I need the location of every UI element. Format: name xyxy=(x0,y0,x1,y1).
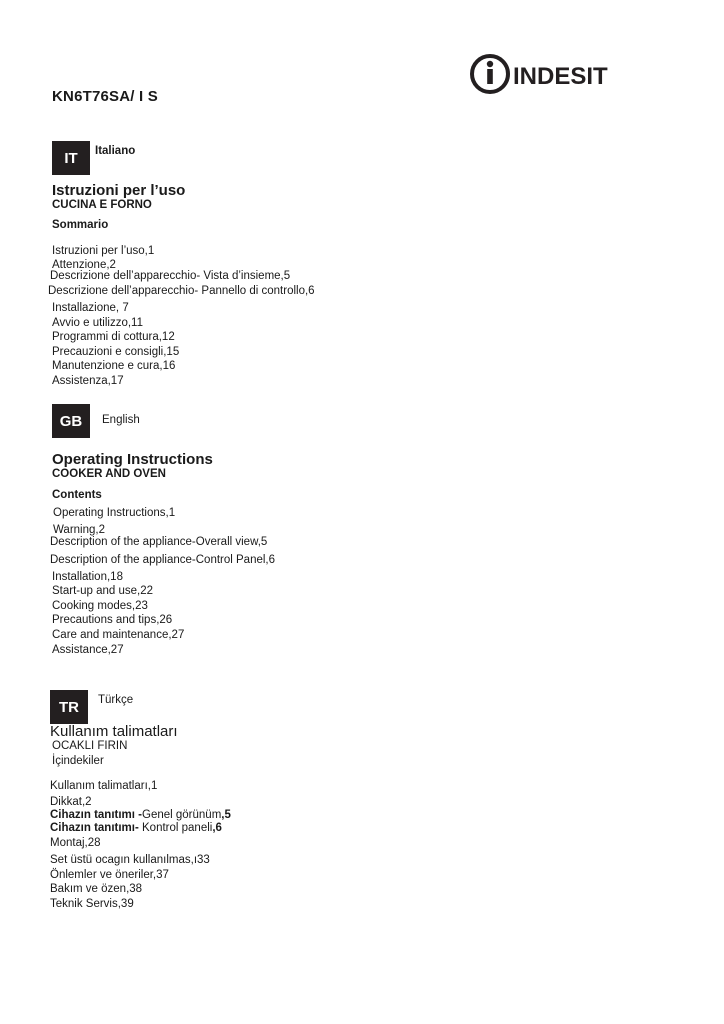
badge-tr: TR xyxy=(50,690,88,724)
toc-item-tr: Set üstü ocagın kullanılmas,ı33 xyxy=(50,854,210,866)
toc-item-gb: Installation,18 xyxy=(52,571,123,583)
toc-item-it: Descrizione dell’apparecchio- Vista d’insieme,5 xyxy=(50,270,291,282)
toc-item-gb: Precautions and tips,26 xyxy=(52,614,173,626)
toc-item-tr: Dikkat,2 xyxy=(50,796,92,808)
toc-item-tr: Cihazın tanıtımı -Genel görünüm,5 xyxy=(50,809,231,821)
toc-item-gb: Description of the appliance-Overall view,5 xyxy=(50,536,268,548)
title-it: Istruzioni per l’uso xyxy=(52,182,186,199)
toc-item-tr: Cihazın tanıtımı- Kontrol paneli,6 xyxy=(50,822,222,834)
contents-heading-gb: Contents xyxy=(52,489,102,501)
toc-item-it: Istruzioni per l’uso,1 xyxy=(52,245,155,257)
title-tr: Kullanım talimatları xyxy=(50,723,178,740)
toc-item-gb: Description of the appliance-Control Panel,6 xyxy=(50,554,276,566)
contents-heading-tr: İçindekiler xyxy=(52,755,104,767)
toc-item-it: Attenzione,2 xyxy=(52,259,116,271)
logo-text: INDESIT xyxy=(513,63,608,90)
toc-item-it: Manutenzione e cura,16 xyxy=(52,360,176,372)
subtitle-gb: COOKER AND OVEN xyxy=(52,468,166,480)
toc-item-it: Precauzioni e consigli,15 xyxy=(52,346,180,358)
toc-item-tr: Kullanım talimatları,1 xyxy=(50,780,158,792)
toc-item-it: Installazione, 7 xyxy=(52,302,129,314)
toc-item-gb: Start-up and use,22 xyxy=(52,585,154,597)
badge-it: IT xyxy=(52,141,90,175)
toc-item-it: Programmi di cottura,12 xyxy=(52,331,175,343)
toc-item-gb: Assistance,27 xyxy=(52,644,124,656)
toc-item-gb: Care and maintenance,27 xyxy=(52,629,185,641)
indesit-logo xyxy=(468,52,624,96)
toc-item-tr: Bakım ve özen,38 xyxy=(50,883,143,895)
toc-item-tr: Önlemler ve öneriler,37 xyxy=(50,869,169,881)
toc-item-gb: Warning,2 xyxy=(53,524,105,536)
language-it: Italiano xyxy=(95,145,136,157)
language-gb: English xyxy=(102,414,140,426)
subtitle-it: CUCINA E FORNO xyxy=(52,199,152,211)
model-number: KN6T76SA/ I S xyxy=(52,88,158,105)
contents-heading-it: Sommario xyxy=(52,219,109,231)
toc-item-it: Assistenza,17 xyxy=(52,375,124,387)
toc-item-gb: Cooking modes,23 xyxy=(52,600,148,612)
subtitle-tr: OCAKLI FIRIN xyxy=(52,740,128,752)
title-gb: Operating Instructions xyxy=(52,451,213,468)
indesit-circle-i-icon xyxy=(468,52,624,96)
toc-item-it: Descrizione dell’apparecchio- Pannello di controllo,6 xyxy=(48,285,315,297)
toc-item-tr: Teknik Servis,39 xyxy=(50,898,134,910)
toc-item-tr: Montaj,28 xyxy=(50,837,101,849)
badge-gb: GB xyxy=(52,404,90,438)
language-tr: Türkçe xyxy=(98,694,134,706)
toc-item-gb: Operating Instructions,1 xyxy=(53,507,176,519)
toc-item-it: Avvio e utilizzo,11 xyxy=(52,317,143,329)
